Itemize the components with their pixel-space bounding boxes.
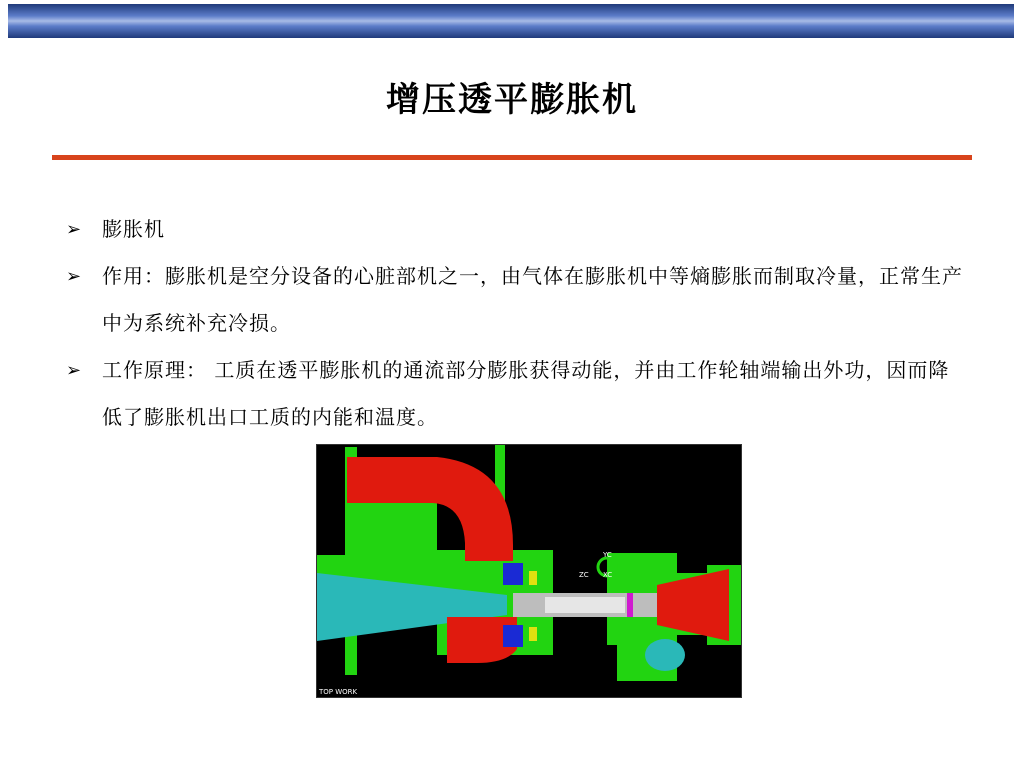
bullet-text: 工作原理： 工质在透平膨胀机的通流部分膨胀获得动能，并由工作轮轴端输出外功，因而降低了膨胀机出口工质的内能和温度。 [102,358,950,429]
arrow-bullet-icon: ➢ [66,360,82,381]
yc-axis-label: YC [603,551,612,559]
slide-title: 增压透平膨胀机 [386,80,638,120]
bullet-text: 膨胀机 [102,217,165,241]
xc-axis-label: XC [603,571,613,579]
zc-axis-label: ZC [579,571,589,579]
turbo-expander-diagram [316,444,742,698]
bullet-list [66,206,966,441]
bullet-item [66,347,966,441]
arrow-bullet-icon: ➢ [66,219,82,240]
top-banner-bar [8,4,1014,38]
corner-label: TOP WORK [319,688,358,696]
arrow-bullet-icon: ➢ [66,266,82,287]
bullet-text: 作用：膨胀机是空分设备的心脏部机之一，由气体在膨胀机中等熵膨胀而制取冷量，正常生产中为系统补充冷损。 [102,264,963,335]
bullet-item [66,206,966,253]
bullet-item [66,253,966,347]
title-divider [52,155,972,160]
expander-cross-section-image [317,445,741,697]
